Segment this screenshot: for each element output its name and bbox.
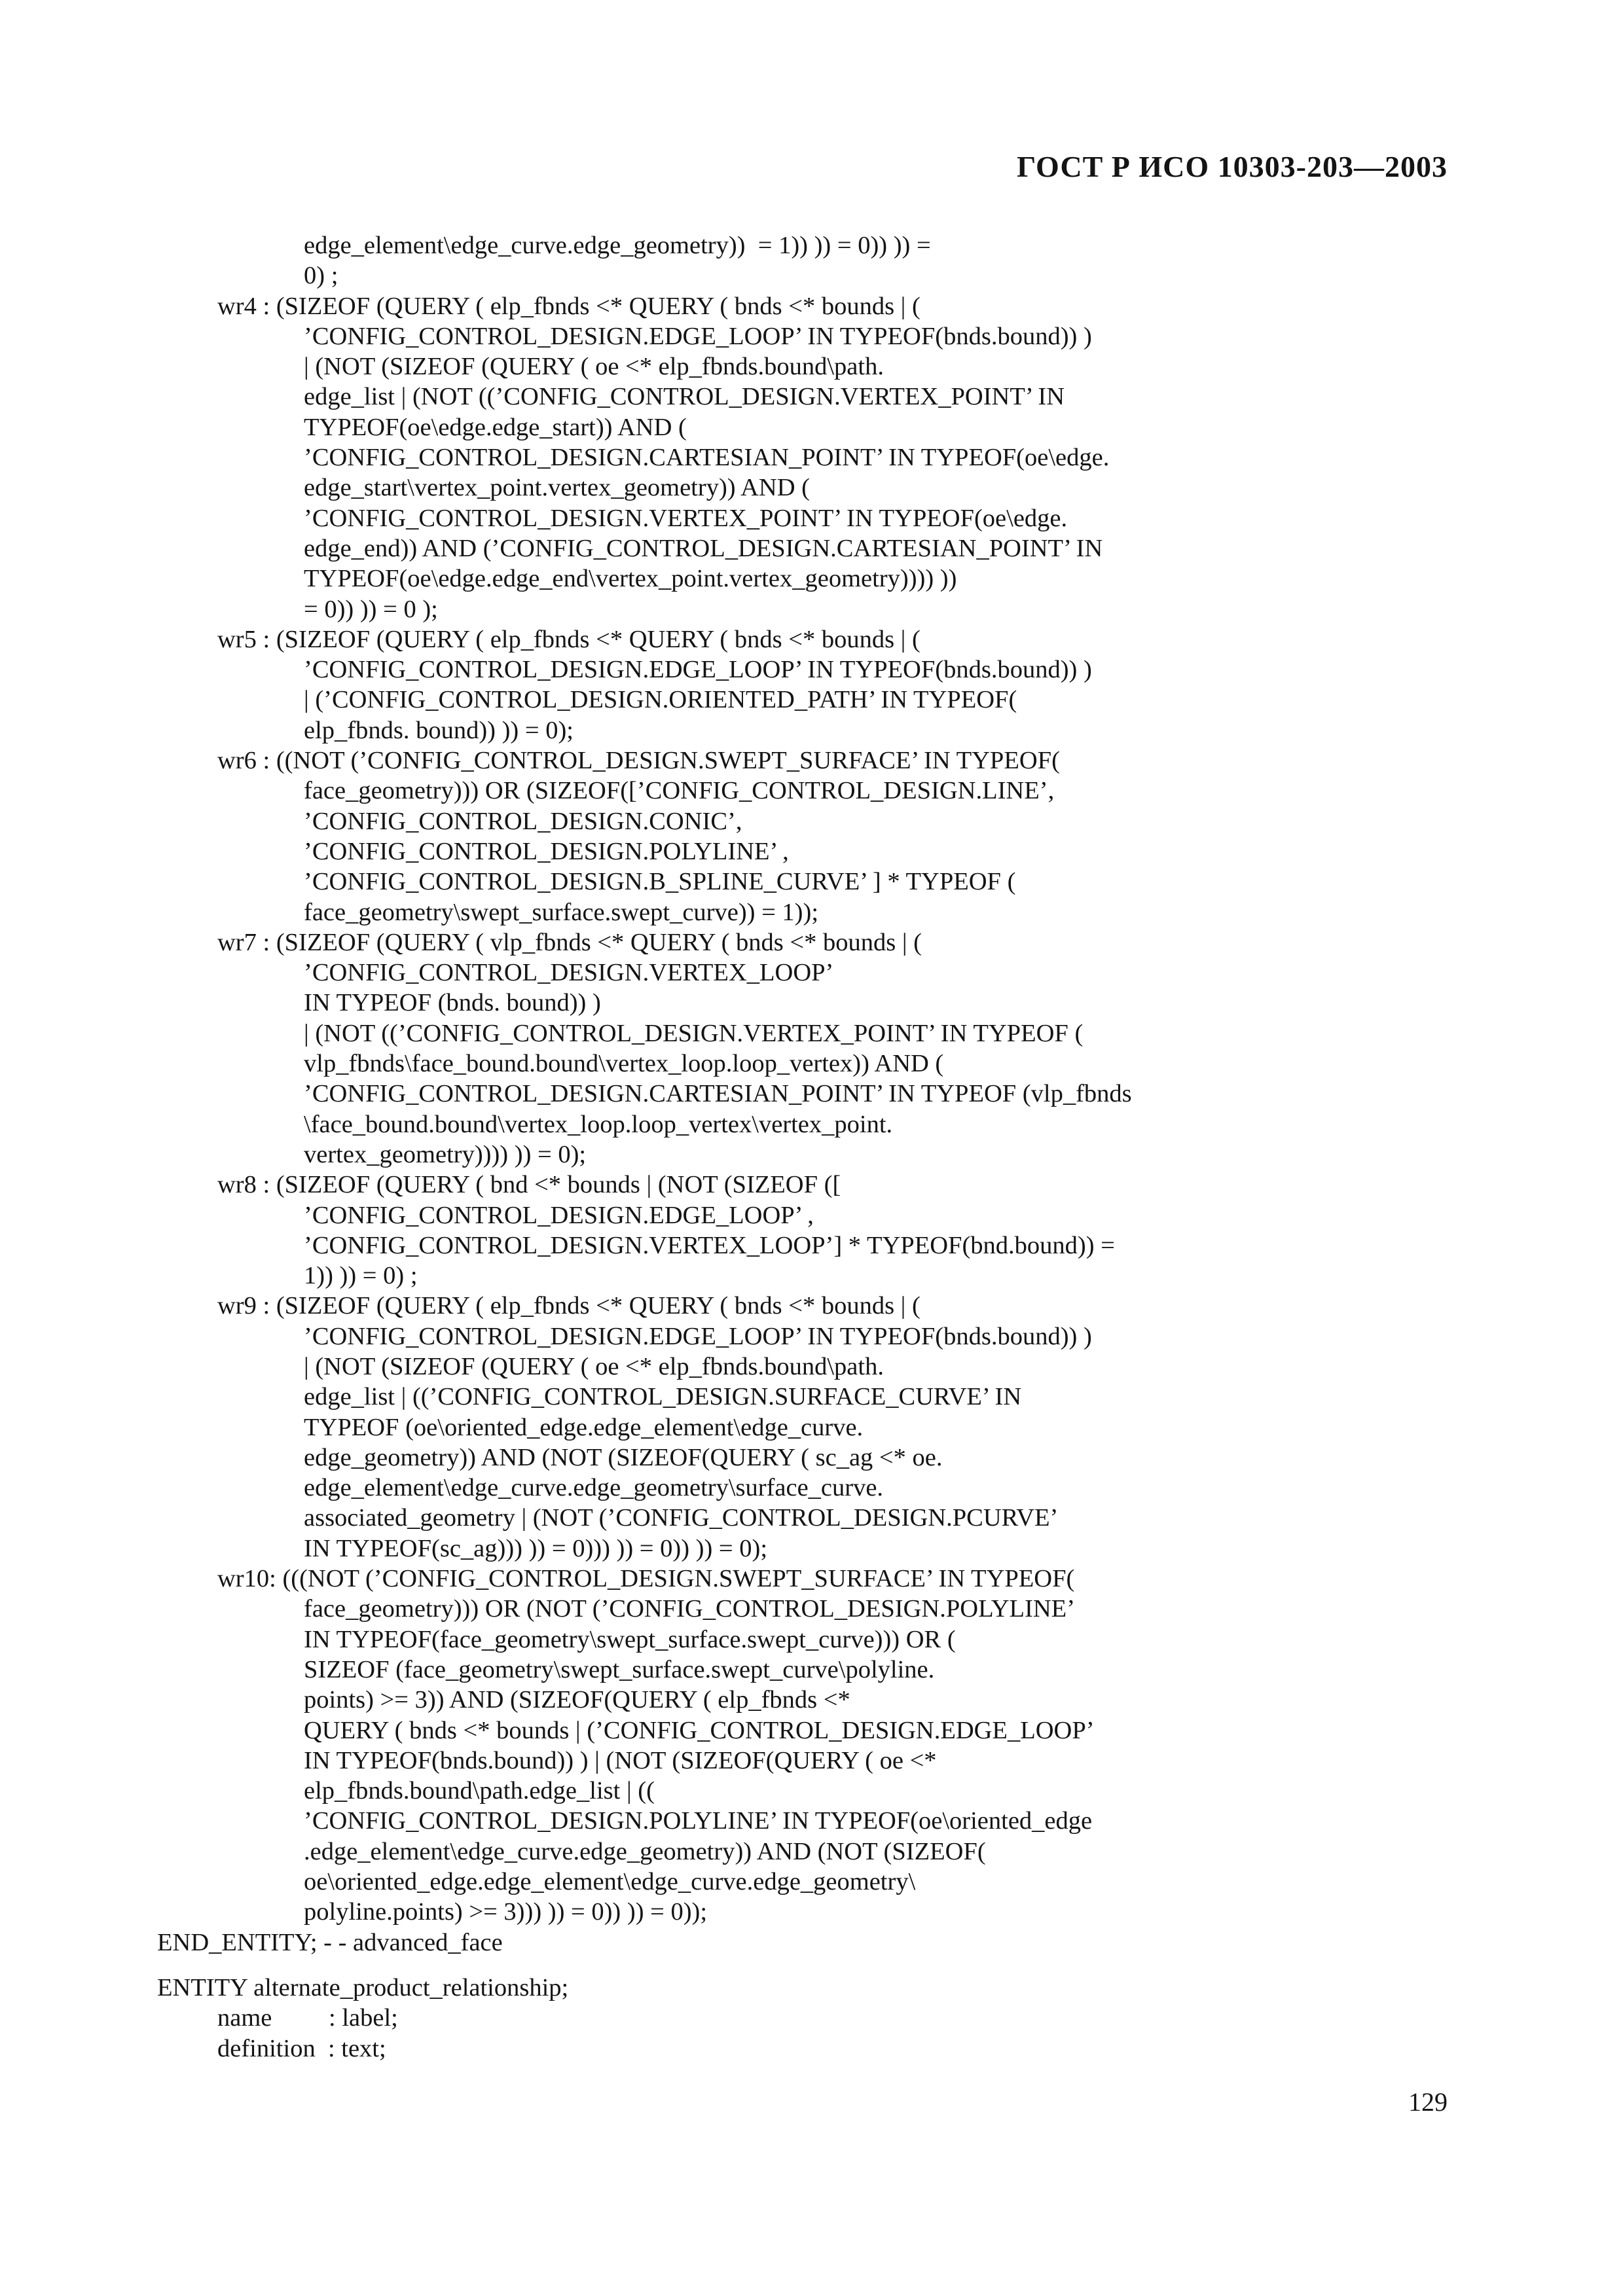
code-line: vlp_fbnds\face_bound.bound\vertex_loop.loop_vertex)) AND ( <box>304 1050 944 1078</box>
code-line: TYPEOF(oe\edge.edge_start)) AND ( <box>304 413 687 441</box>
page-number: 129 <box>1408 2087 1448 2117</box>
code-line: IN TYPEOF(face_geometry\swept_surface.swept_curve))) OR ( <box>304 1625 956 1653</box>
code-line: face_geometry))) OR (NOT (’CONFIG_CONTROL_DESIGN.POLYLINE’ <box>304 1595 1076 1623</box>
code-line: IN TYPEOF (bnds. bound)) ) <box>304 989 601 1017</box>
code-line: wr4 : (SIZEOF (QUERY ( elp_fbnds <* QUERY ( bnds <* bounds | ( <box>217 292 921 320</box>
code-line: elp_fbnds.bound\path.edge_list | (( <box>304 1777 655 1805</box>
code-line: edge_element\edge_curve.edge_geometry\surface_curve. <box>304 1474 884 1502</box>
code-line: ’CONFIG_CONTROL_DESIGN.POLYLINE’ , <box>304 837 789 865</box>
code-line: ’CONFIG_CONTROL_DESIGN.POLYLINE’ IN TYPEOF(oe\oriented_edge <box>304 1807 1093 1835</box>
code-line: 1)) )) = 0) ; <box>304 1262 418 1290</box>
code-line: edge_end)) AND (’CONFIG_CONTROL_DESIGN.CARTESIAN_POINT’ IN <box>304 534 1103 562</box>
code-line: face_geometry))) OR (SIZEOF([’CONFIG_CONTROL_DESIGN.LINE’, <box>304 777 1055 805</box>
code-line: definition : text; <box>217 2034 386 2062</box>
code-line: IN TYPEOF(bnds.bound)) ) | (NOT (SIZEOF(QUERY ( oe <* <box>304 1746 937 1774</box>
code-line: ’CONFIG_CONTROL_DESIGN.EDGE_LOOP’ IN TYPEOF(bnds.bound)) ) <box>304 322 1092 350</box>
code-line: oe\oriented_edge.edge_element\edge_curve.edge_geometry\ <box>304 1868 916 1896</box>
code-line: .edge_element\edge_curve.edge_geometry)) AND (NOT (SIZEOF( <box>304 1837 986 1865</box>
code-line: wr6 : ((NOT (’CONFIG_CONTROL_DESIGN.SWEPT_SURFACE’ IN TYPEOF( <box>217 747 1060 775</box>
code-line: IN TYPEOF(sc_ag))) )) = 0))) )) = 0)) )) = 0); <box>304 1534 768 1562</box>
code-line: wr10: (((NOT (’CONFIG_CONTROL_DESIGN.SWEPT_SURFACE’ IN TYPEOF( <box>217 1565 1075 1593</box>
code-line: wr7 : (SIZEOF (QUERY ( vlp_fbnds <* QUERY ( bnds <* bounds | ( <box>217 928 922 956</box>
code-line: 0) ; <box>304 262 338 290</box>
code-line: name : label; <box>217 2004 398 2032</box>
code-line: QUERY ( bnds <* bounds | (’CONFIG_CONTROL_DESIGN.EDGE_LOOP’ <box>304 1716 1095 1744</box>
code-line: wr5 : (SIZEOF (QUERY ( elp_fbnds <* QUERY ( bnds <* bounds | ( <box>217 625 921 653</box>
code-line: polyline.points) >= 3))) )) = 0)) )) = 0)); <box>304 1898 708 1926</box>
code-line: edge_geometry)) AND (NOT (SIZEOF(QUERY ( sc_ag <* oe. <box>304 1443 943 1471</box>
code-line: edge_start\vertex_point.vertex_geometry)) AND ( <box>304 474 810 502</box>
code-line: TYPEOF (oe\oriented_edge.edge_element\edge_curve. <box>304 1413 864 1441</box>
code-line: edge_list | (NOT ((’CONFIG_CONTROL_DESIGN.VERTEX_POINT’ IN <box>304 383 1065 411</box>
code-line: wr8 : (SIZEOF (QUERY ( bnd <* bounds | (NOT (SIZEOF ([ <box>217 1171 841 1199</box>
code-line: face_geometry\swept_surface.swept_curve)) = 1)); <box>304 898 819 926</box>
code-line: = 0)) )) = 0 ); <box>304 595 438 623</box>
code-line: TYPEOF(oe\edge.edge_end\vertex_point.vertex_geometry)))) )) <box>304 565 957 593</box>
code-line: edge_list | ((’CONFIG_CONTROL_DESIGN.SURFACE_CURVE’ IN <box>304 1383 1022 1411</box>
code-line: ’CONFIG_CONTROL_DESIGN.VERTEX_POINT’ IN TYPEOF(oe\edge. <box>304 504 1068 532</box>
code-line: | (NOT ((’CONFIG_CONTROL_DESIGN.VERTEX_POINT’ IN TYPEOF ( <box>304 1019 1084 1047</box>
code-line: ENTITY alternate_product_relationship; <box>157 1973 569 2001</box>
code-line: | (’CONFIG_CONTROL_DESIGN.ORIENTED_PATH’ IN TYPEOF( <box>304 686 1017 714</box>
code-line: END_ENTITY; - - advanced_face <box>157 1928 503 1956</box>
code-line: ’CONFIG_CONTROL_DESIGN.CARTESIAN_POINT’ IN TYPEOF (vlp_fbnds <box>304 1080 1132 1108</box>
code-line: ’CONFIG_CONTROL_DESIGN.EDGE_LOOP’ IN TYPEOF(bnds.bound)) ) <box>304 1322 1092 1350</box>
code-line: vertex_geometry)))) )) = 0); <box>304 1140 587 1168</box>
code-line: ’CONFIG_CONTROL_DESIGN.VERTEX_LOOP’] * TYPEOF(bnd.bound)) = <box>304 1231 1115 1259</box>
express-schema-listing <box>157 230 1467 2064</box>
code-line: ’CONFIG_CONTROL_DESIGN.EDGE_LOOP’ , <box>304 1201 814 1229</box>
block-spacer <box>157 1958 1467 1973</box>
code-line: ’CONFIG_CONTROL_DESIGN.CONIC’, <box>304 807 742 835</box>
code-line: associated_geometry | (NOT (’CONFIG_CONTROL_DESIGN.PCURVE’ <box>304 1504 1059 1532</box>
code-line: | (NOT (SIZEOF (QUERY ( oe <* elp_fbnds.bound\path. <box>304 353 884 381</box>
code-line: points) >= 3)) AND (SIZEOF(QUERY ( elp_fbnds <* <box>304 1686 850 1714</box>
standard-id-header: ГОСТ Р ИСО 10303-203—2003 <box>1016 150 1448 183</box>
code-line: | (NOT (SIZEOF (QUERY ( oe <* elp_fbnds.bound\path. <box>304 1352 884 1380</box>
code-line: ’CONFIG_CONTROL_DESIGN.B_SPLINE_CURVE’ ] * TYPEOF ( <box>304 868 1016 896</box>
code-line: elp_fbnds. bound)) )) = 0); <box>304 716 574 744</box>
code-line: ’CONFIG_CONTROL_DESIGN.VERTEX_LOOP’ <box>304 959 834 987</box>
code-line: ’CONFIG_CONTROL_DESIGN.EDGE_LOOP’ IN TYPEOF(bnds.bound)) ) <box>304 656 1092 684</box>
code-line: wr9 : (SIZEOF (QUERY ( elp_fbnds <* QUERY ( bnds <* bounds | ( <box>217 1292 921 1320</box>
code-line: ’CONFIG_CONTROL_DESIGN.CARTESIAN_POINT’ IN TYPEOF(oe\edge. <box>304 444 1110 472</box>
code-line: \face_bound.bound\vertex_loop.loop_vertex\vertex_point. <box>304 1110 893 1138</box>
code-line: SIZEOF (face_geometry\swept_surface.swept_curve\polyline. <box>304 1655 935 1683</box>
code-line: edge_element\edge_curve.edge_geometry)) = 1)) )) = 0)) )) = <box>304 232 931 259</box>
